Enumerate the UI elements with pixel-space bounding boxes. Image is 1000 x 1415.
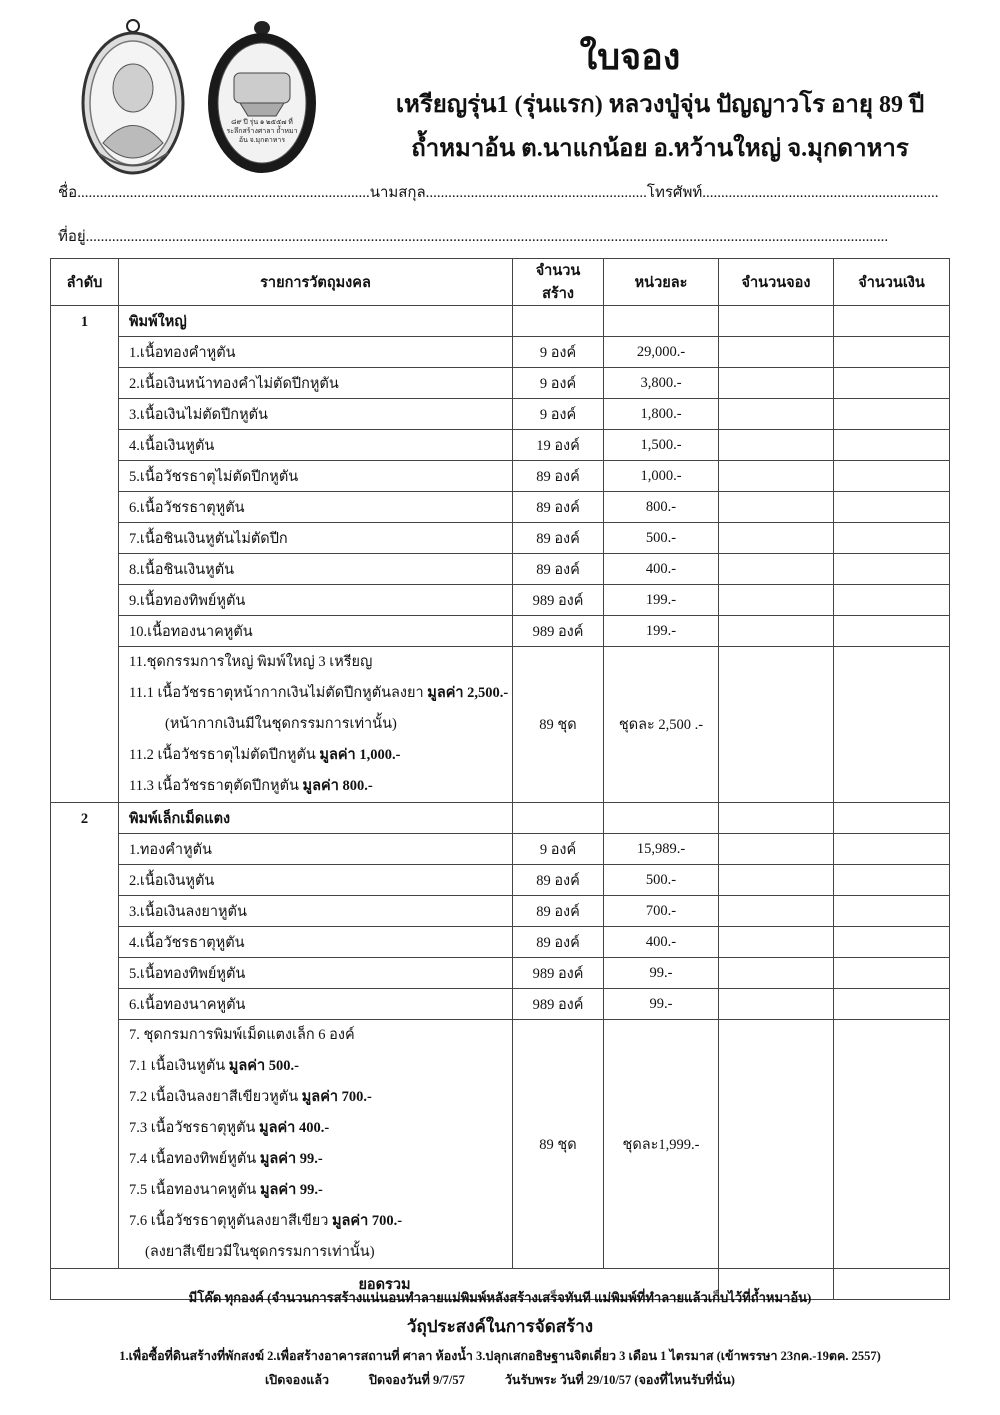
order-qty-cell[interactable] [719,958,834,989]
item-qty: 89 องค์ [513,523,604,554]
subtitle-medal: เหรียญรุ่น1 (รุ่นแรก) หลวงปู่จุ่น ปัญญาวโร อายุ 89 ปี [395,92,925,118]
item-name: 10.เนื้อทองนาคหูตัน [119,616,513,647]
close-date: ปิดจองวันที่ 9/7/57 [369,1373,465,1387]
order-qty-cell[interactable] [719,927,834,958]
table-row [51,989,950,1020]
receive-date: วันรับพระ วันที่ 29/10/57 (จองที่ไหนรับที่นั่น) [504,1373,735,1387]
set-qty: 89 ชุด [513,647,604,803]
group-name: พิมพ์ใหญ่ [119,306,513,337]
set-price: ชุดละ1,999.- [604,1020,719,1269]
item-qty: 9 องค์ [513,337,604,368]
set-line: 7.2 เนื้อเงินลงยาสีเขียวหูตัน มูลค่า 700.- [129,1089,372,1105]
amount-cell[interactable] [834,368,950,399]
set-line: 7.4 เนื้อทองทิพย์หูตัน มูลค่า 99.- [129,1151,323,1167]
order-qty-cell[interactable] [719,989,834,1020]
item-name: 6.เนื้อวัชรธาตุหูตัน [119,492,513,523]
amount-cell[interactable] [834,834,950,865]
item-name: 3.เนื้อเงินลงยาหูตัน [119,896,513,927]
order-qty-cell[interactable] [719,306,834,337]
item-price: 400.- [604,554,719,585]
total-label: ยอดรวม [51,1269,719,1300]
table-row [51,523,950,554]
item-name: 5.เนื้อวัชรธาตุไม่ตัดปีกหูตัน [119,461,513,492]
order-qty-cell[interactable] [719,896,834,927]
order-qty-cell[interactable] [719,803,834,834]
column-header: จำนวนจอง [719,259,834,306]
table-row [51,958,950,989]
table-row [51,430,950,461]
item-name: 1.เนื้อทองคำหูตัน [119,337,513,368]
item-price: 400.- [604,927,719,958]
table-row [51,927,950,958]
amount-cell[interactable] [834,306,950,337]
item-qty: 89 องค์ [513,492,604,523]
item-price: 199.- [604,616,719,647]
order-qty-cell[interactable] [719,585,834,616]
item-name: 4.เนื้อวัชรธาตุหูตัน [119,927,513,958]
set-line: 11.1 เนื้อวัชรธาตุหน้ากากเงินไม่ตัดปีกหูตันลงยา มูลค่า 2,500.- [129,685,509,701]
item-name: 4.เนื้อเงินหูตัน [119,430,513,461]
item-name: 6.เนื้อทองนาคหูตัน [119,989,513,1020]
set-price: ชุดละ 2,500 .- [604,647,719,803]
subtitle-location: ถ้ำหมาอ้น ต.นาแกน้อย อ.หว้านใหญ่ จ.มุกดาหาร [411,136,909,162]
column-header: ลำดับ [51,259,119,306]
item-qty: 9 องค์ [513,834,604,865]
amount-cell[interactable] [834,523,950,554]
item-price: 99.- [604,958,719,989]
amount-cell[interactable] [834,865,950,896]
item-price: 500.- [604,865,719,896]
set-qty: 89 ชุด [513,1020,604,1269]
item-qty: 989 องค์ [513,958,604,989]
set-line: (ลงยาสีเขียวมีในชุดกรรมการเท่านั้น) [145,1244,375,1260]
column-header: รายการวัตถุมงคล [119,259,513,306]
set-row [51,647,950,803]
item-name: 2.เนื้อเงินหูตัน [119,865,513,896]
item-price: 99.- [604,989,719,1020]
item-qty: 89 องค์ [513,461,604,492]
set-line: 7.3 เนื้อวัชรธาตุหูตัน มูลค่า 400.- [129,1120,330,1136]
purpose-text: 1.เพื่อซื้อที่ดินสร้างที่พักสงฆ์ 2.เพื่อสร้างอาคารสถานที่ ศาลา ห้องน้ำ 3.ปลุกเสกอธิษฐานจิตเดี่ยว 3 เดือน 1 ไตรมาส (เข้าพรรษา 23กค.-19ตค. 2557) [119,1349,881,1363]
group-row [51,306,950,337]
set-description [119,1020,513,1269]
amount-cell[interactable] [834,1020,950,1269]
order-qty-cell[interactable] [719,337,834,368]
amount-cell[interactable] [834,399,950,430]
order-qty-cell[interactable] [719,430,834,461]
order-qty-cell[interactable] [719,461,834,492]
table-row [51,554,950,585]
item-name: 2.เนื้อเงินหน้าทองคำไม่ตัดปีกหูตัน [119,368,513,399]
set-line: 7.1 เนื้อเงินหูตัน มูลค่า 500.- [129,1058,299,1074]
item-name: 7.เนื้อชินเงินหูตันไม่ตัดปีก [119,523,513,554]
table-row [51,585,950,616]
table-row [51,492,950,523]
table-row [51,461,950,492]
table-row [51,368,950,399]
item-qty: 19 องค์ [513,430,604,461]
set-line: 7.5 เนื้อทองนาคหูตัน มูลค่า 99.- [129,1182,323,1198]
set-line: 11.ชุดกรรมการใหญ่ พิมพ์ใหญ่ 3 เหรียญ [129,654,373,670]
item-price: 1,500.- [604,430,719,461]
item-price: 15,989.- [604,834,719,865]
order-qty-cell[interactable] [719,399,834,430]
amount-cell[interactable] [834,461,950,492]
column-header: จำนวนสร้าง [513,259,604,306]
amount-cell[interactable] [834,896,950,927]
set-description [119,647,513,803]
set-line: 7.6 เนื้อวัชรธาตุหูตันลงยาสีเขียว มูลค่า 700.- [129,1213,403,1229]
order-qty-cell[interactable] [719,523,834,554]
order-qty-cell[interactable] [719,492,834,523]
page-title: ใบจอง [579,37,681,77]
item-name: 1.ทองคำหูตัน [119,834,513,865]
order-qty-cell[interactable] [719,1020,834,1269]
amount-cell[interactable] [834,492,950,523]
group-name: พิมพ์เล็กเม็ดแตง [119,803,513,834]
table-row [51,865,950,896]
item-name: 9.เนื้อทองทิพย์หูตัน [119,585,513,616]
medal-back-image [204,18,320,178]
amount-cell[interactable] [834,803,950,834]
set-line: (หน้ากากเงินมีในชุดกรรมการเท่านั้น) [165,716,397,732]
item-name: 8.เนื้อชินเงินหูตัน [119,554,513,585]
set-row [51,1020,950,1269]
item-qty: 9 องค์ [513,368,604,399]
item-qty: 989 องค์ [513,616,604,647]
address-field[interactable]: ที่อยู่...................................................................................................................................................................................................................... [58,229,889,245]
amount-cell[interactable] [834,647,950,803]
item-price: 3,800.- [604,368,719,399]
item-qty: 989 องค์ [513,989,604,1020]
table-row [51,834,950,865]
item-name: 5.เนื้อทองทิพย์หูตัน [119,958,513,989]
group-row [51,803,950,834]
set-line: 11.3 เนื้อวัชรธาตุตัดปีกหูตัน มูลค่า 800.- [129,778,373,794]
set-line: 7. ชุดกรมการพิมพ์เม็ดแตงเล็ก 6 องค์ [129,1027,355,1043]
column-header: จำนวนเงิน [834,259,950,306]
group-seq: 2 [51,803,119,1269]
medal-back-lettering: ๘๙ ปี รุ่น ๑ ๒๕๕๗ ที่ระลึกสร้างศาลา ถ้ำหมาอ้น จ.มุกดาหาร [226,118,298,144]
medal-front-image [78,18,188,178]
dates-line [0,1370,1000,1390]
table-row [51,399,950,430]
amount-cell[interactable] [834,337,950,368]
item-price: 800.- [604,492,719,523]
purpose-title: วัถุประสงค์ในการจัดสร้าง [406,1317,594,1336]
order-qty-cell[interactable] [719,865,834,896]
item-price: 199.- [604,585,719,616]
item-qty: 89 องค์ [513,896,604,927]
item-qty: 989 องค์ [513,585,604,616]
amount-cell[interactable] [834,585,950,616]
order-qty-cell[interactable] [719,647,834,803]
order-qty-cell[interactable] [719,616,834,647]
table-row [51,337,950,368]
item-price: 500.- [604,523,719,554]
item-qty: 89 องค์ [513,865,604,896]
order-qty-cell[interactable] [719,834,834,865]
item-qty: 89 องค์ [513,927,604,958]
item-price: 1,800.- [604,399,719,430]
table-row [51,896,950,927]
code-note: มีโค๊ด ทุกองค์ (จำนวนการสร้างแน่นอนทำลายแม่พิมพ์หลังสร้างเสร็จทันที แม่พิมพ์ที่ทำลายแล้วเก็บไว้ที่ถ้ำหมาอ้น) [188,1290,812,1305]
order-qty-cell[interactable] [719,554,834,585]
item-qty: 89 องค์ [513,554,604,585]
table-row [51,616,950,647]
item-price: 1,000.- [604,461,719,492]
item-qty: 9 องค์ [513,399,604,430]
name-surname-phone-field[interactable]: ชื่อ..............................................................................นามสกุล...........................................................โทรศัพท์............................................................... [58,185,939,201]
amount-cell[interactable] [834,430,950,461]
column-header: หน่วยละ [604,259,719,306]
order-qty-cell[interactable] [719,368,834,399]
amount-cell[interactable] [834,989,950,1020]
item-price: 29,000.- [604,337,719,368]
order-table [50,258,950,1300]
amount-cell[interactable] [834,554,950,585]
amount-cell[interactable] [834,958,950,989]
group-seq: 1 [51,306,119,803]
amount-cell[interactable] [834,927,950,958]
item-name: 3.เนื้อเงินไม่ตัดปีกหูตัน [119,399,513,430]
open-status: เปิดจองแล้ว [265,1373,330,1387]
item-price: 700.- [604,896,719,927]
set-line: 11.2 เนื้อวัชรธาตุไม่ตัดปีกหูตัน มูลค่า 1,000.- [129,747,401,763]
amount-cell[interactable] [834,616,950,647]
